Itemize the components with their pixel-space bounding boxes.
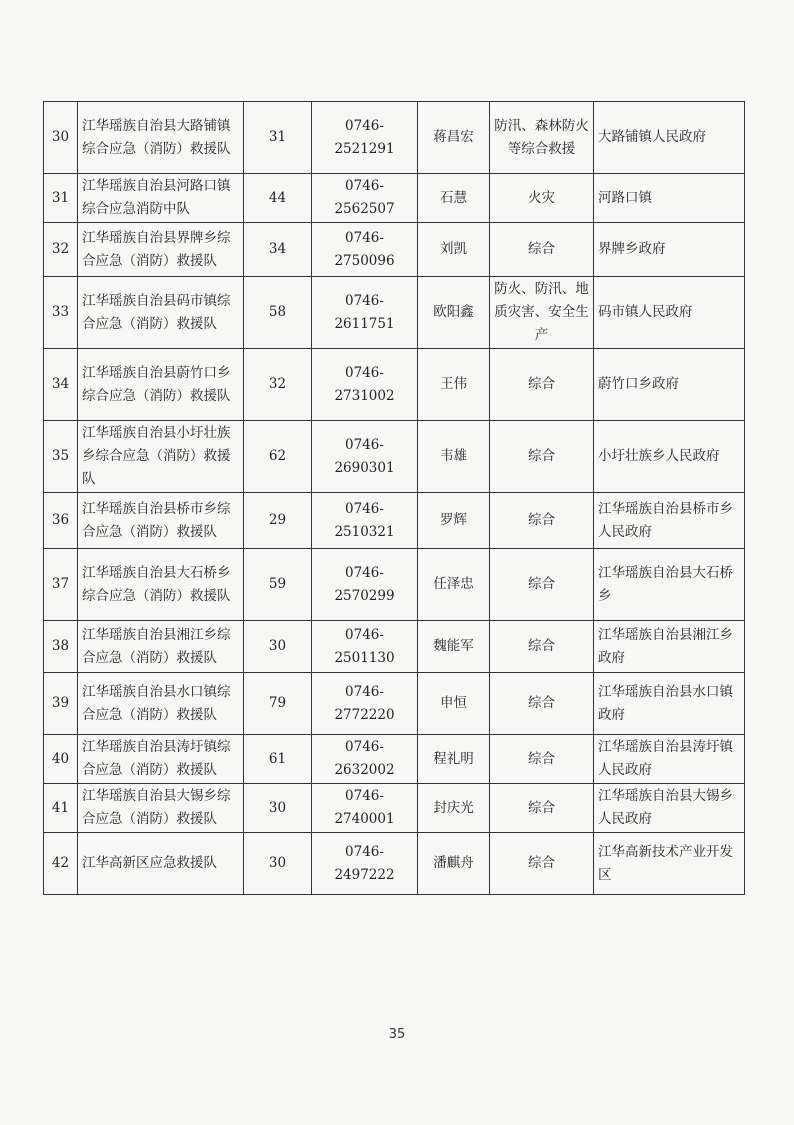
table-row <box>44 784 745 833</box>
table-row <box>44 549 745 621</box>
supervising-unit: 江华瑶族自治县桥市乡人民政府 <box>594 493 745 549</box>
supervising-unit: 蔚竹口乡政府 <box>594 349 745 421</box>
table-row <box>44 421 745 493</box>
phone-number: 0746-2570299 <box>312 549 418 621</box>
rescue-type: 火灾 <box>490 174 594 223</box>
team-name: 江华瑶族自治县码市镇综合应急（消防）救援队 <box>78 277 244 349</box>
supervising-unit: 江华瑶族自治县湘江乡政府 <box>594 621 745 673</box>
member-count: 62 <box>244 421 312 493</box>
contact-person: 申恒 <box>418 673 490 735</box>
row-number: 42 <box>44 833 78 895</box>
supervising-unit: 江华高新技术产业开发区 <box>594 833 745 895</box>
table-row <box>44 493 745 549</box>
rescue-team-table <box>43 101 745 895</box>
rescue-type: 综合 <box>490 784 594 833</box>
contact-person: 任泽忠 <box>418 549 490 621</box>
team-name: 江华瑶族自治县大路铺镇综合应急（消防）救援队 <box>78 102 244 174</box>
rescue-type: 综合 <box>490 223 594 277</box>
row-number: 33 <box>44 277 78 349</box>
phone-number: 0746-2611751 <box>312 277 418 349</box>
rescue-type: 综合 <box>490 673 594 735</box>
team-name: 江华瑶族自治县蔚竹口乡综合应急（消防）救援队 <box>78 349 244 421</box>
supervising-unit: 码市镇人民政府 <box>594 277 745 349</box>
phone-number: 0746-2510321 <box>312 493 418 549</box>
member-count: 30 <box>244 784 312 833</box>
row-number: 37 <box>44 549 78 621</box>
table-row <box>44 673 745 735</box>
contact-person: 封庆光 <box>418 784 490 833</box>
page-number: 35 <box>388 1027 406 1042</box>
supervising-unit: 小圩壮族乡人民政府 <box>594 421 745 493</box>
phone-number: 0746-2750096 <box>312 223 418 277</box>
member-count: 30 <box>244 621 312 673</box>
phone-number: 0746-2501130 <box>312 621 418 673</box>
phone-number: 0746-2772220 <box>312 673 418 735</box>
member-count: 61 <box>244 735 312 784</box>
table-row <box>44 102 745 174</box>
rescue-type: 防火、防汛、地质灾害、安全生产 <box>490 277 594 349</box>
table-row <box>44 174 745 223</box>
team-name: 江华瑶族自治县水口镇综合应急（消防）救援队 <box>78 673 244 735</box>
row-number: 35 <box>44 421 78 493</box>
row-number: 32 <box>44 223 78 277</box>
team-name: 江华瑶族自治县大锡乡综合应急（消防）救援队 <box>78 784 244 833</box>
rescue-type: 综合 <box>490 621 594 673</box>
contact-person: 程礼明 <box>418 735 490 784</box>
row-number: 34 <box>44 349 78 421</box>
contact-person: 蒋昌宏 <box>418 102 490 174</box>
row-number: 36 <box>44 493 78 549</box>
supervising-unit: 江华瑶族自治县涛圩镇人民政府 <box>594 735 745 784</box>
rescue-type: 综合 <box>490 549 594 621</box>
contact-person: 欧阳鑫 <box>418 277 490 349</box>
table-row <box>44 621 745 673</box>
table-body <box>44 102 745 895</box>
team-name: 江华瑶族自治县河路口镇综合应急消防中队 <box>78 174 244 223</box>
row-number: 31 <box>44 174 78 223</box>
member-count: 30 <box>244 833 312 895</box>
team-name: 江华高新区应急救援队 <box>78 833 244 895</box>
member-count: 32 <box>244 349 312 421</box>
table-row <box>44 223 745 277</box>
supervising-unit: 河路口镇 <box>594 174 745 223</box>
member-count: 44 <box>244 174 312 223</box>
supervising-unit: 大路铺镇人民政府 <box>594 102 745 174</box>
contact-person: 罗辉 <box>418 493 490 549</box>
team-name: 江华瑶族自治县湘江乡综合应急（消防）救援队 <box>78 621 244 673</box>
team-name: 江华瑶族自治县小圩壮族乡综合应急（消防）救援队 <box>78 421 244 493</box>
supervising-unit: 江华瑶族自治县大锡乡人民政府 <box>594 784 745 833</box>
supervising-unit: 界牌乡政府 <box>594 223 745 277</box>
table-row <box>44 349 745 421</box>
team-name: 江华瑶族自治县界牌乡综合应急（消防）救援队 <box>78 223 244 277</box>
member-count: 58 <box>244 277 312 349</box>
row-number: 30 <box>44 102 78 174</box>
phone-number: 0746-2497222 <box>312 833 418 895</box>
table-row <box>44 833 745 895</box>
rescue-type: 防汛、森林防火等综合救援 <box>490 102 594 174</box>
phone-number: 0746-2740001 <box>312 784 418 833</box>
rescue-type: 综合 <box>490 493 594 549</box>
member-count: 31 <box>244 102 312 174</box>
member-count: 79 <box>244 673 312 735</box>
rescue-type: 综合 <box>490 421 594 493</box>
row-number: 41 <box>44 784 78 833</box>
contact-person: 魏能军 <box>418 621 490 673</box>
phone-number: 0746-2521291 <box>312 102 418 174</box>
team-name: 江华瑶族自治县涛圩镇综合应急（消防）救援队 <box>78 735 244 784</box>
rescue-type: 综合 <box>490 833 594 895</box>
row-number: 39 <box>44 673 78 735</box>
rescue-type: 综合 <box>490 735 594 784</box>
supervising-unit: 江华瑶族自治县大石桥乡 <box>594 549 745 621</box>
contact-person: 刘凯 <box>418 223 490 277</box>
member-count: 59 <box>244 549 312 621</box>
row-number: 38 <box>44 621 78 673</box>
table-row <box>44 735 745 784</box>
supervising-unit: 江华瑶族自治县水口镇政府 <box>594 673 745 735</box>
contact-person: 韦雄 <box>418 421 490 493</box>
team-name: 江华瑶族自治县大石桥乡综合应急（消防）救援队 <box>78 549 244 621</box>
row-number: 40 <box>44 735 78 784</box>
contact-person: 石慧 <box>418 174 490 223</box>
phone-number: 0746-2562507 <box>312 174 418 223</box>
phone-number: 0746-2731002 <box>312 349 418 421</box>
contact-person: 王伟 <box>418 349 490 421</box>
phone-number: 0746-2632002 <box>312 735 418 784</box>
member-count: 34 <box>244 223 312 277</box>
table-row <box>44 277 745 349</box>
team-name: 江华瑶族自治县桥市乡综合应急（消防）救援队 <box>78 493 244 549</box>
rescue-type: 综合 <box>490 349 594 421</box>
phone-number: 0746-2690301 <box>312 421 418 493</box>
member-count: 29 <box>244 493 312 549</box>
contact-person: 潘麒舟 <box>418 833 490 895</box>
